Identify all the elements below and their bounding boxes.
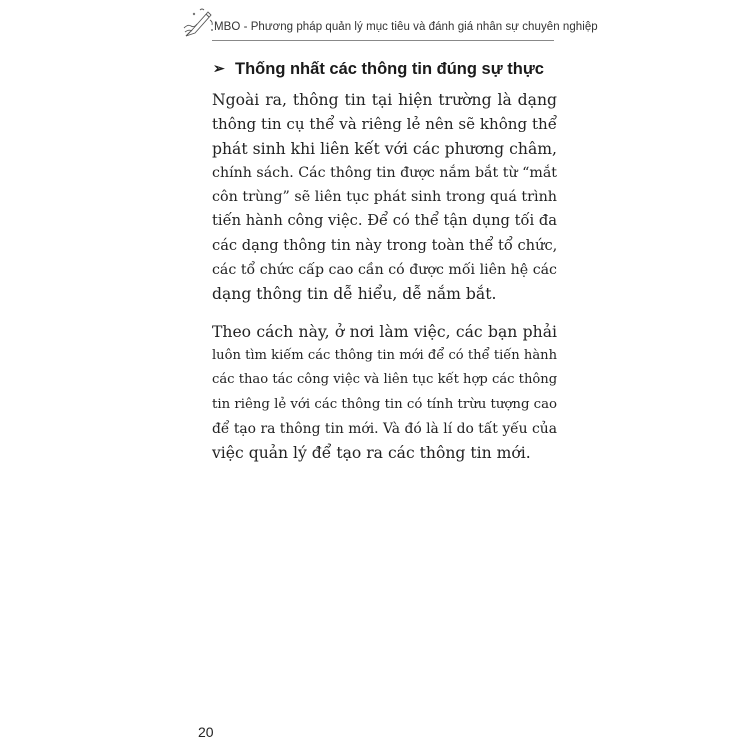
pen-logo-icon — [182, 6, 216, 40]
section-heading-text: Thống nhất các thông tin đúng sự thực — [235, 60, 544, 78]
text-line: phát sinh khi liên kết với các phương châm, — [212, 139, 557, 158]
running-title: MBO - Phương pháp quản lý mục tiêu và đánh giá nhân sự chuyên nghiệp — [214, 21, 598, 33]
text-line: việc quản lý để tạo ra các thông tin mới. — [212, 444, 531, 463]
text-line: tiến hành công việc. Để có thể tận dụng tối đa — [212, 212, 557, 230]
paragraph-gap — [212, 307, 557, 320]
header-divider — [212, 40, 554, 41]
paragraph-1 — [212, 88, 557, 307]
text-line: luôn tìm kiếm các thông tin mới để có thể tiến hành — [212, 347, 557, 363]
text-line: các tổ chức cấp cao cần có được mối liên hệ các — [212, 262, 557, 279]
page-number: 20 — [198, 724, 214, 740]
text-line: thông tin cụ thể và riêng lẻ nên sẽ không thể — [212, 115, 557, 134]
text-line: dạng thông tin dễ hiểu, dễ nắm bắt. — [212, 285, 497, 304]
section-heading — [213, 60, 544, 79]
arrow-bullet-icon: ➢ — [213, 60, 225, 76]
text-line: các dạng thông tin này trong toàn thể tổ chức, — [212, 236, 558, 254]
text-line: Ngoài ra, thông tin tại hiện trường là dạng — [212, 91, 557, 109]
paragraph-2 — [212, 320, 557, 466]
text-line: để tạo ra thông tin mới. Và đó là lí do tất yếu của — [212, 420, 557, 437]
text-line: côn trùng” sẽ liên tục phát sinh trong quá trình — [212, 189, 557, 206]
text-line: chính sách. Các thông tin được nắm bắt từ “mắt — [212, 164, 557, 181]
text-line: các thao tác công việc và liên tục kết hợp các thông — [212, 372, 558, 388]
text-line: Theo cách này, ở nơi làm việc, các bạn phải — [212, 322, 557, 341]
body-text — [212, 88, 557, 465]
text-line: tin riêng lẻ với các thông tin có tính trừu tượng cao — [212, 396, 558, 412]
